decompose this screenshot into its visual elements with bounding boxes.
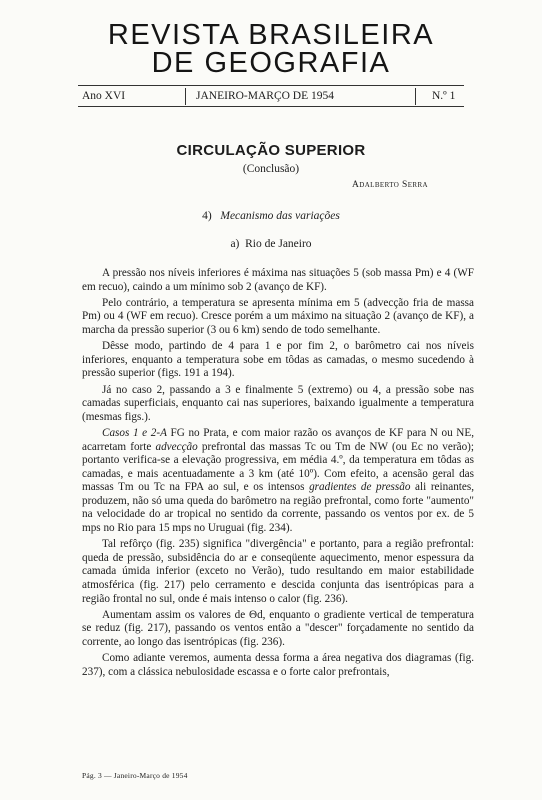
paragraph-text: FG no Prata, e com maior razão os avanços de KF para N ou NE, acarretam forte [82,426,474,453]
issue-info-bar [78,85,464,107]
subsection-title: Rio de Janeiro [245,238,312,250]
emphasis-text: advecção [155,440,198,453]
paragraph-text: Já no caso 2, passando a 3 e finalmente 5 (extremo) ou 4, a pressão sobe nas camadas superficiais, enquanto cai nas superiores, baixando igualmente a temperatura (mesmas figs.). [82,383,474,423]
body-paragraph [82,427,474,536]
body-paragraph [82,652,474,679]
paragraph-text: Como adiante veremos, aumenta dessa forma a área negativa dos diagramas (fig. 237), com a clássica nebulosidade escassa e o forte calor prefrontais, [82,652,474,678]
article-subtitle: (Conclusão) [242,163,300,175]
paragraph-text: Dêsse modo, partindo de 4 para 1 e por fim 2, o barômetro cai nos níveis inferiores, enquanto a temperatura sobe em tôdas as camadas, o mesmo sucedendo à pressão superior (figs. 191 a 194). [82,340,474,380]
body-paragraph [82,340,474,381]
section-number: 4) [202,210,212,222]
paragraph-text: ali reinantes, produzem, não só uma queda do barômetro na região prefrontal, como forte "aumento" na velocidade do ar tropical no sentido da corrente, passando os ventos por ex. de 5 mps no Rio para 15 mps no Uruguai (fig. 234). [82,481,475,535]
body-paragraph [82,609,474,650]
journal-title-line1: REVISTA BRASILEIRA [107,19,435,51]
paragraph-text: Pelo contrário, a temperatura se apresenta mínima em 5 (advecção fria de massa Pm) ou 4 (WF em recuo). Cresce porém a um máximo na situação 2 (avanço de KF), a marcha da pressão superior (3 ou 6 km) sendo de todo semelhante. [82,296,474,336]
paragraph-text: Tal refôrço (fig. 235) significa "divergência" e portanto, para a região prefrontal: queda de pressão, subsidência do ar e conseqüente aquecimento, menor espessura da camada úmida inferior (exceto no Verão), tudo resultando em maior estabilidade atmosférica (fig. 217) pelo cerramento e descida conjunta das isentrópicas para a região frontal no sul, onde é mais intenso o calor (fig. 236). [82,538,474,605]
section-title: Mecanismo das variações [220,210,340,222]
article-title: CIRCULAÇÃO SUPERIOR [176,142,366,159]
paragraph-text: Aumentam assim os valores de Θd, enquanto o gradiente vertical de temperatura se reduz (fig. 217), passando os ventos então a "descer" forçadamente no sentido da corrente, ao longo das isentrópicas (fig. 236). [82,608,474,648]
issue-period: JANEIRO-MARÇO DE 1954 [196,90,334,102]
paragraph-text: prefrontal das massas Tc ou Tm de NW (ou Ec no verão); portanto verifica-se a elevação progressiva, em média 4.º, da temperatura em tôdas as camadas, e mais acentuadamente a 3 km (até 10º). Com efeito, a acensão geral das massas Tm ou Tc na FPA ao sul, e os intensos [82,440,474,494]
paragraph-text: A pressão nos níveis inferiores é máxima nas situações 5 (sob massa Pm) e 4 (WF em recuo), caindo a um mínimo sob 2 (avanço de KF). [82,267,474,293]
issue-year: Ano XVI [82,90,126,102]
body-paragraph [82,538,474,606]
body-paragraph [82,384,474,425]
subsection-letter: a) [230,238,240,250]
subsection-heading [0,238,542,250]
article-author: Adalberto Serra [352,180,428,190]
section-heading [0,210,542,222]
body-paragraph [82,297,474,338]
emphasis-text: gradientes de pressão [309,481,411,494]
emphasis-text: Casos 1 e 2-A [102,426,167,439]
info-divider [415,88,416,105]
info-divider [185,88,186,105]
body-paragraph [82,267,474,294]
issue-number: N.º 1 [432,90,456,102]
journal-title-line2: DE GEOGRAFIA [151,47,391,79]
article-body [82,267,474,682]
page-footer: Pág. 3 — Janeiro-Março de 1954 [82,771,188,780]
